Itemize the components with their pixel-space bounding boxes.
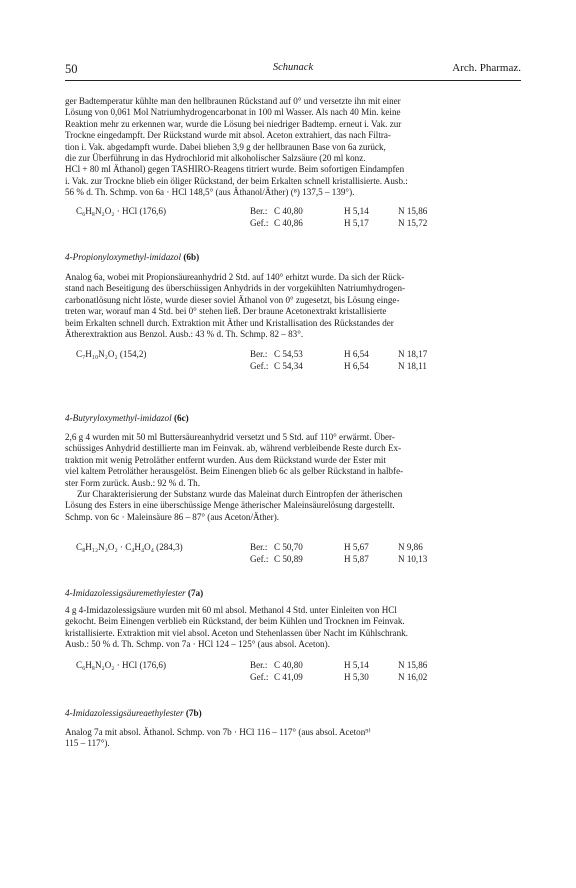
- text-line: Ausb.: 50 % d. Th. Schmp. von 7a · HCl 124 – 125° (aus absol. Aceton).: [65, 639, 330, 650]
- text-line: kristallisierte. Extraktion mit viel absol. Aceton und Stehenlassen über Nacht im Kühlschrank.: [65, 627, 408, 638]
- heading: [65, 588, 522, 598]
- text-line: i. Vak. zur Trockne blieb ein öliger Rückstand, der beim Erkalten schnell kristallisierte. Ausb.:: [65, 175, 408, 186]
- found-nitrogen: N 15,72: [398, 217, 428, 228]
- analysis-row-found: [76, 218, 522, 230]
- calc-carbon: C 54,53: [274, 349, 303, 359]
- calc-nitrogen: N 18,17: [398, 349, 428, 359]
- text-line: stand nach Beseitigung des überschüssigen Anhydrids in der vorgekühlten Natriumhydrogen-: [65, 283, 406, 294]
- molecular-formula: C₆H₈N₂O₂ · HCl (176,6): [76, 206, 166, 216]
- heading-code: (7a): [187, 588, 204, 598]
- heading-code: (6c): [173, 413, 189, 423]
- paragraph-text: [65, 727, 522, 750]
- found-hydrogen: H 6,54: [344, 360, 369, 371]
- text-line: carbonatlösung nicht löste, wurde dieser soviel Äthanol von 0° zugesetzt, bis Lösung einge-: [65, 294, 400, 305]
- page-number: 50: [65, 62, 78, 76]
- elemental-analysis-6c: [76, 542, 522, 565]
- text-line: tion i. Vak. abgedampft wurde. Dabei blieben 3,9 g der hellbraunen Base von 6a zurück,: [65, 141, 386, 152]
- paragraph-text: [65, 96, 522, 199]
- analysis-row-found: [76, 672, 522, 684]
- paragraph-6b-procedure: [65, 272, 522, 340]
- heading-code: (6b): [183, 252, 200, 262]
- found-hydrogen: H 5,30: [344, 671, 369, 682]
- text-line: HCl + 80 ml Äthanol) gegen TASHIRO-Reagens titriert wurde. Beim sofortigen Eindampfen: [65, 164, 405, 175]
- molecular-formula: C₈H₁₂N₂O₂ · C₄H₄O₄ (284,3): [76, 542, 183, 552]
- text-line: Zur Charakterisierung der Substanz wurde das Maleinat durch Eintropfen der ätherischen: [77, 489, 403, 500]
- text-line: viel kaltem Petroläther herausgelöst. Beim Einengen blieb 6c als gelber Rückstand in halbfe-: [65, 466, 404, 477]
- analysis-row-found: [76, 554, 522, 566]
- text-line: Lösung von 0,061 Mol Natriumhydrogencarbonat in 100 ml Wasser. Als nach 40 Min. keine: [65, 107, 401, 118]
- heading-code: (7b): [185, 708, 202, 718]
- found-carbon: C 41,09: [274, 671, 303, 682]
- calc-hydrogen: H 5,14: [344, 206, 369, 216]
- heading-title: 4-Imidazolessigsäureaethylester: [65, 708, 184, 718]
- text-line: Reaktion mehr zu erkennen war, wurde die Lösung bei niedriger Badtemp. erneut i. Vak. zur: [65, 118, 402, 129]
- text-line: treten war, worauf man 4 Std. bei 0° stehen ließ. Der braune Acetonextrakt kristallisierte: [65, 306, 387, 317]
- paragraph-7b-procedure: [65, 727, 522, 750]
- section-heading-6c: [65, 413, 522, 423]
- found-label: Gef.:: [250, 553, 269, 564]
- text-line: traktion mit wenig Petroläther entfernt wurden. Aus dem Rückstand wurde der Ester mit: [65, 454, 386, 465]
- text-line: schüssiges Anhydrid destillierte man im Feinvak. ab, während verbleibende Reste durch Ex-: [65, 443, 402, 454]
- header-rule: [65, 80, 521, 81]
- section-heading-7b: [65, 708, 522, 718]
- calc-nitrogen: N 9,86: [398, 542, 423, 552]
- calc-label: Ber.:: [250, 349, 268, 359]
- analysis-row-calculated: [76, 349, 522, 361]
- analysis-row-calculated: [76, 542, 522, 554]
- calc-nitrogen: N 15,86: [398, 206, 428, 216]
- found-hydrogen: H 5,17: [344, 217, 369, 228]
- text-line: Trockne eingedampft. Der Rückstand wurde mit absol. Aceton extrahiert, das nach Filtra-: [65, 130, 391, 141]
- calc-label: Ber.:: [250, 206, 268, 216]
- heading-title: 4-Imidazolessigsäuremethylester: [65, 588, 186, 598]
- section-heading-6b: [65, 252, 522, 262]
- found-carbon: C 40,86: [274, 217, 303, 228]
- text-line: 2,6 g 4 wurden mit 50 ml Buttersäureanhydrid versetzt und 5 Std. auf 110° erwärmt. Über-: [65, 432, 395, 442]
- text-line: Analog 7a mit absol. Äthanol. Schmp. von 7b · HCl 116 – 117° (aus absol. Aceton⁹⁾: [65, 727, 371, 737]
- paragraph-text: [65, 432, 522, 523]
- found-label: Gef.:: [250, 217, 269, 228]
- elemental-analysis-6b: [76, 349, 522, 372]
- calc-hydrogen: H 5,14: [344, 660, 369, 670]
- text-line: Schmp. von 6c · Maleinsäure 86 – 87° (aus Aceton/Äther).: [65, 511, 280, 522]
- text-line: Ätherextraktion aus Benzol. Ausb.: 43 % d. Th. Schmp. 82 – 83°.: [65, 329, 304, 340]
- paragraph-6c-procedure: [65, 432, 522, 523]
- elemental-analysis-6a: [76, 206, 522, 229]
- paragraph-text: [65, 605, 522, 651]
- heading: [65, 413, 522, 423]
- running-journal: Arch. Pharmaz.: [452, 62, 521, 74]
- text-line: 56 % d. Th. Schmp. von 6a · HCl 148,5° (aus Äthanol/Äther) (⁸) 137,5 – 139°).: [65, 187, 355, 198]
- running-author: Schunack: [272, 62, 314, 73]
- found-hydrogen: H 5,87: [344, 553, 369, 564]
- molecular-formula: C₆H₈N₂O₂ · HCl (176,6): [76, 660, 166, 670]
- calc-nitrogen: N 15,86: [398, 660, 428, 670]
- calc-label: Ber.:: [250, 660, 268, 670]
- text-line: Lösung des Esters in eine überschüssige Menge ätherischer Maleinsäurelösung dargestellt.: [65, 500, 395, 511]
- calc-carbon: C 50,70: [274, 542, 303, 552]
- text-line: 115 – 117°).: [65, 738, 110, 749]
- heading-title: 4-Propionyloxymethyl-imidazol: [65, 252, 182, 262]
- text-line: gekocht. Beim Einengen verblieb ein Rückstand, der beim Kühlen und Trocknen im Feinvak.: [65, 616, 405, 627]
- text-line: Analog 6a, wobei mit Propionsäureanhydrid 2 Std. auf 140° erhitzt wurde. Da sich der Rück-: [65, 272, 405, 282]
- found-label: Gef.:: [250, 671, 269, 682]
- heading: [65, 252, 522, 262]
- paragraph-text: [65, 272, 522, 340]
- calc-label: Ber.:: [250, 542, 268, 552]
- paragraph-7a-procedure: [65, 605, 522, 651]
- text-line: ster Form zurück. Ausb.: 92 % d. Th.: [65, 477, 200, 488]
- found-nitrogen: N 18,11: [398, 360, 427, 371]
- heading: [65, 708, 522, 718]
- page-header: [65, 62, 521, 78]
- analysis-row-calculated: [76, 206, 522, 218]
- analysis-row-found: [76, 361, 522, 373]
- found-nitrogen: N 16,02: [398, 671, 428, 682]
- found-carbon: C 50,89: [274, 553, 303, 564]
- text-line: die zur Überführung in das Hydrochlorid mit alkoholischer Salzsäure (20 ml konz.: [65, 153, 366, 164]
- molecular-formula: C₇H₁₀N₂O₂ (154,2): [76, 349, 147, 359]
- text-line: beim Erkalten schnell durch. Extraktion mit Äther und Kristallisation des Rückstandes der: [65, 317, 394, 328]
- heading-title: 4-Butyryloxymethyl-imidazol: [65, 413, 172, 423]
- analysis-row-calculated: [76, 660, 522, 672]
- calc-carbon: C 40,80: [274, 206, 303, 216]
- elemental-analysis-7a: [76, 660, 522, 683]
- found-nitrogen: N 10,13: [398, 553, 428, 564]
- text-line: ger Badtemperatur kühlte man den hellbraunen Rückstand auf 0° und versetzte ihn mit einer: [65, 96, 401, 106]
- section-heading-7a: [65, 588, 522, 598]
- calc-hydrogen: H 6,54: [344, 349, 369, 359]
- calc-carbon: C 40,80: [274, 660, 303, 670]
- calc-hydrogen: H 5,67: [344, 542, 369, 552]
- text-line: 4 g 4-Imidazolessigsäure wurden mit 60 ml absol. Methanol 4 Std. unter Einleiten von HCl: [65, 605, 397, 615]
- paragraph-6a-procedure: [65, 96, 522, 199]
- found-label: Gef.:: [250, 360, 269, 371]
- found-carbon: C 54,34: [274, 360, 303, 371]
